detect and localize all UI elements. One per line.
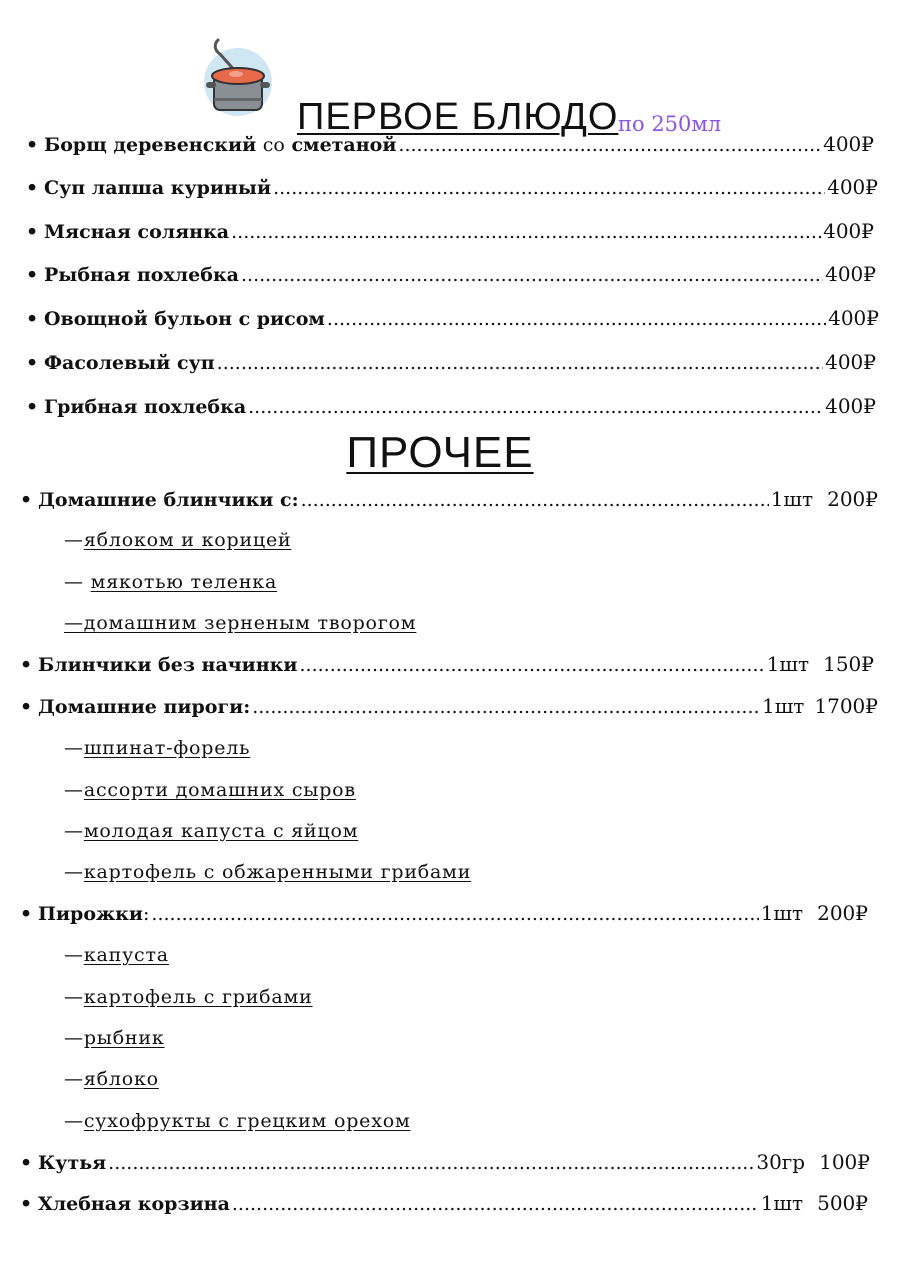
item-name: Мясная солянка (44, 221, 230, 243)
dot-leader (217, 351, 823, 375)
item-qty: 1шт (770, 487, 814, 511)
item-name: Домашние блинчики с: (38, 489, 299, 511)
bullet: • (26, 264, 39, 286)
bullet: • (26, 134, 39, 156)
item-qty: 30гр (756, 1150, 806, 1174)
filling-option: —рыбник (64, 1027, 165, 1049)
menu-item (26, 394, 876, 419)
item-price: 100₽ (819, 1150, 870, 1174)
bullet: • (26, 352, 39, 374)
bullet: • (26, 177, 39, 199)
dot-leader (398, 133, 821, 157)
bullet: • (20, 654, 33, 676)
section2-title: ПРОЧЕЕ (346, 428, 534, 477)
filling-option: —яблоко (64, 1068, 159, 1090)
filling-option: —яблоком и корицей (64, 529, 292, 551)
section1-title: ПЕРВОЕ БЛЮДО (297, 96, 619, 138)
menu-item (20, 901, 868, 926)
filling-option: —шпинат-форель (64, 737, 251, 759)
menu-item (20, 1150, 870, 1175)
bullet: • (26, 396, 39, 418)
bullet: • (20, 1193, 33, 1215)
menu-item (20, 487, 878, 512)
soup-pot-icon (200, 36, 276, 122)
item-name: Пирожки: (38, 903, 150, 925)
filling-option: —капуста (64, 944, 169, 966)
dot-leader (300, 653, 765, 677)
item-price: 1700₽ (814, 694, 878, 718)
item-price: 400₽ (823, 219, 874, 243)
dot-leader (241, 263, 823, 287)
dot-leader (301, 488, 769, 512)
dot-leader (252, 695, 760, 719)
item-price: 400₽ (823, 132, 874, 156)
item-price: 400₽ (825, 262, 876, 286)
filling-option: —ассорти домашних сыров (64, 779, 356, 801)
item-name: Грибная похлебка (44, 396, 247, 418)
bullet: • (20, 489, 33, 511)
bullet: • (20, 696, 33, 718)
section1-subtitle: по 250мл (618, 112, 722, 136)
item-name: Фасолевый суп (44, 352, 215, 374)
menu-item (26, 175, 878, 200)
dot-leader (231, 220, 821, 244)
dot-leader (232, 1192, 759, 1216)
item-name: Рыбная похлебка (44, 264, 239, 286)
filling-option: —сухофрукты с грецким орехом (64, 1110, 411, 1132)
bullet: • (20, 903, 33, 925)
filling-option: —картофель с грибами (64, 986, 313, 1008)
item-price: 400₽ (828, 306, 879, 330)
item-price: 400₽ (827, 175, 878, 199)
item-price: 400₽ (825, 394, 876, 418)
menu-item (20, 694, 878, 719)
dot-leader (151, 902, 758, 926)
item-name: Борщ деревенский со сметаной (44, 134, 397, 156)
filling-option: —домашним зерненым творогом (64, 612, 417, 634)
item-qty: 1шт (766, 652, 810, 676)
menu-item (26, 219, 874, 244)
item-name: Овощной бульон с рисом (44, 308, 325, 330)
item-name: Хлебная корзина (38, 1193, 230, 1215)
item-price: 400₽ (825, 350, 876, 374)
item-name: Кутья (38, 1152, 107, 1174)
dot-leader (273, 176, 825, 200)
item-name: Домашние пироги: (38, 696, 251, 718)
item-qty: 1шт (761, 694, 805, 718)
dot-leader (327, 307, 826, 331)
item-name: Блинчики без начинки (38, 654, 298, 676)
menu-item (26, 306, 879, 331)
menu-item (20, 1191, 868, 1216)
menu-item (26, 262, 876, 287)
item-price: 500₽ (817, 1191, 868, 1215)
filling-option: —молодая капуста с яйцом (64, 820, 359, 842)
dot-leader (108, 1151, 754, 1175)
item-price: 200₽ (817, 901, 868, 925)
bullet: • (20, 1152, 33, 1174)
bullet: • (26, 221, 39, 243)
filling-option: —картофель с обжаренными грибами (64, 861, 472, 883)
item-qty: 1шт (760, 901, 804, 925)
dot-leader (248, 395, 823, 419)
filling-option: — мякотью теленка (64, 571, 278, 593)
menu-item (20, 652, 874, 677)
menu-item (26, 350, 876, 375)
menu-item (26, 132, 874, 157)
item-name: Суп лапша куриный (44, 177, 272, 199)
item-price: 150₽ (823, 652, 874, 676)
item-price: 200₽ (827, 487, 878, 511)
item-qty: 1шт (760, 1191, 804, 1215)
bullet: • (26, 308, 39, 330)
section1-header (200, 36, 800, 138)
